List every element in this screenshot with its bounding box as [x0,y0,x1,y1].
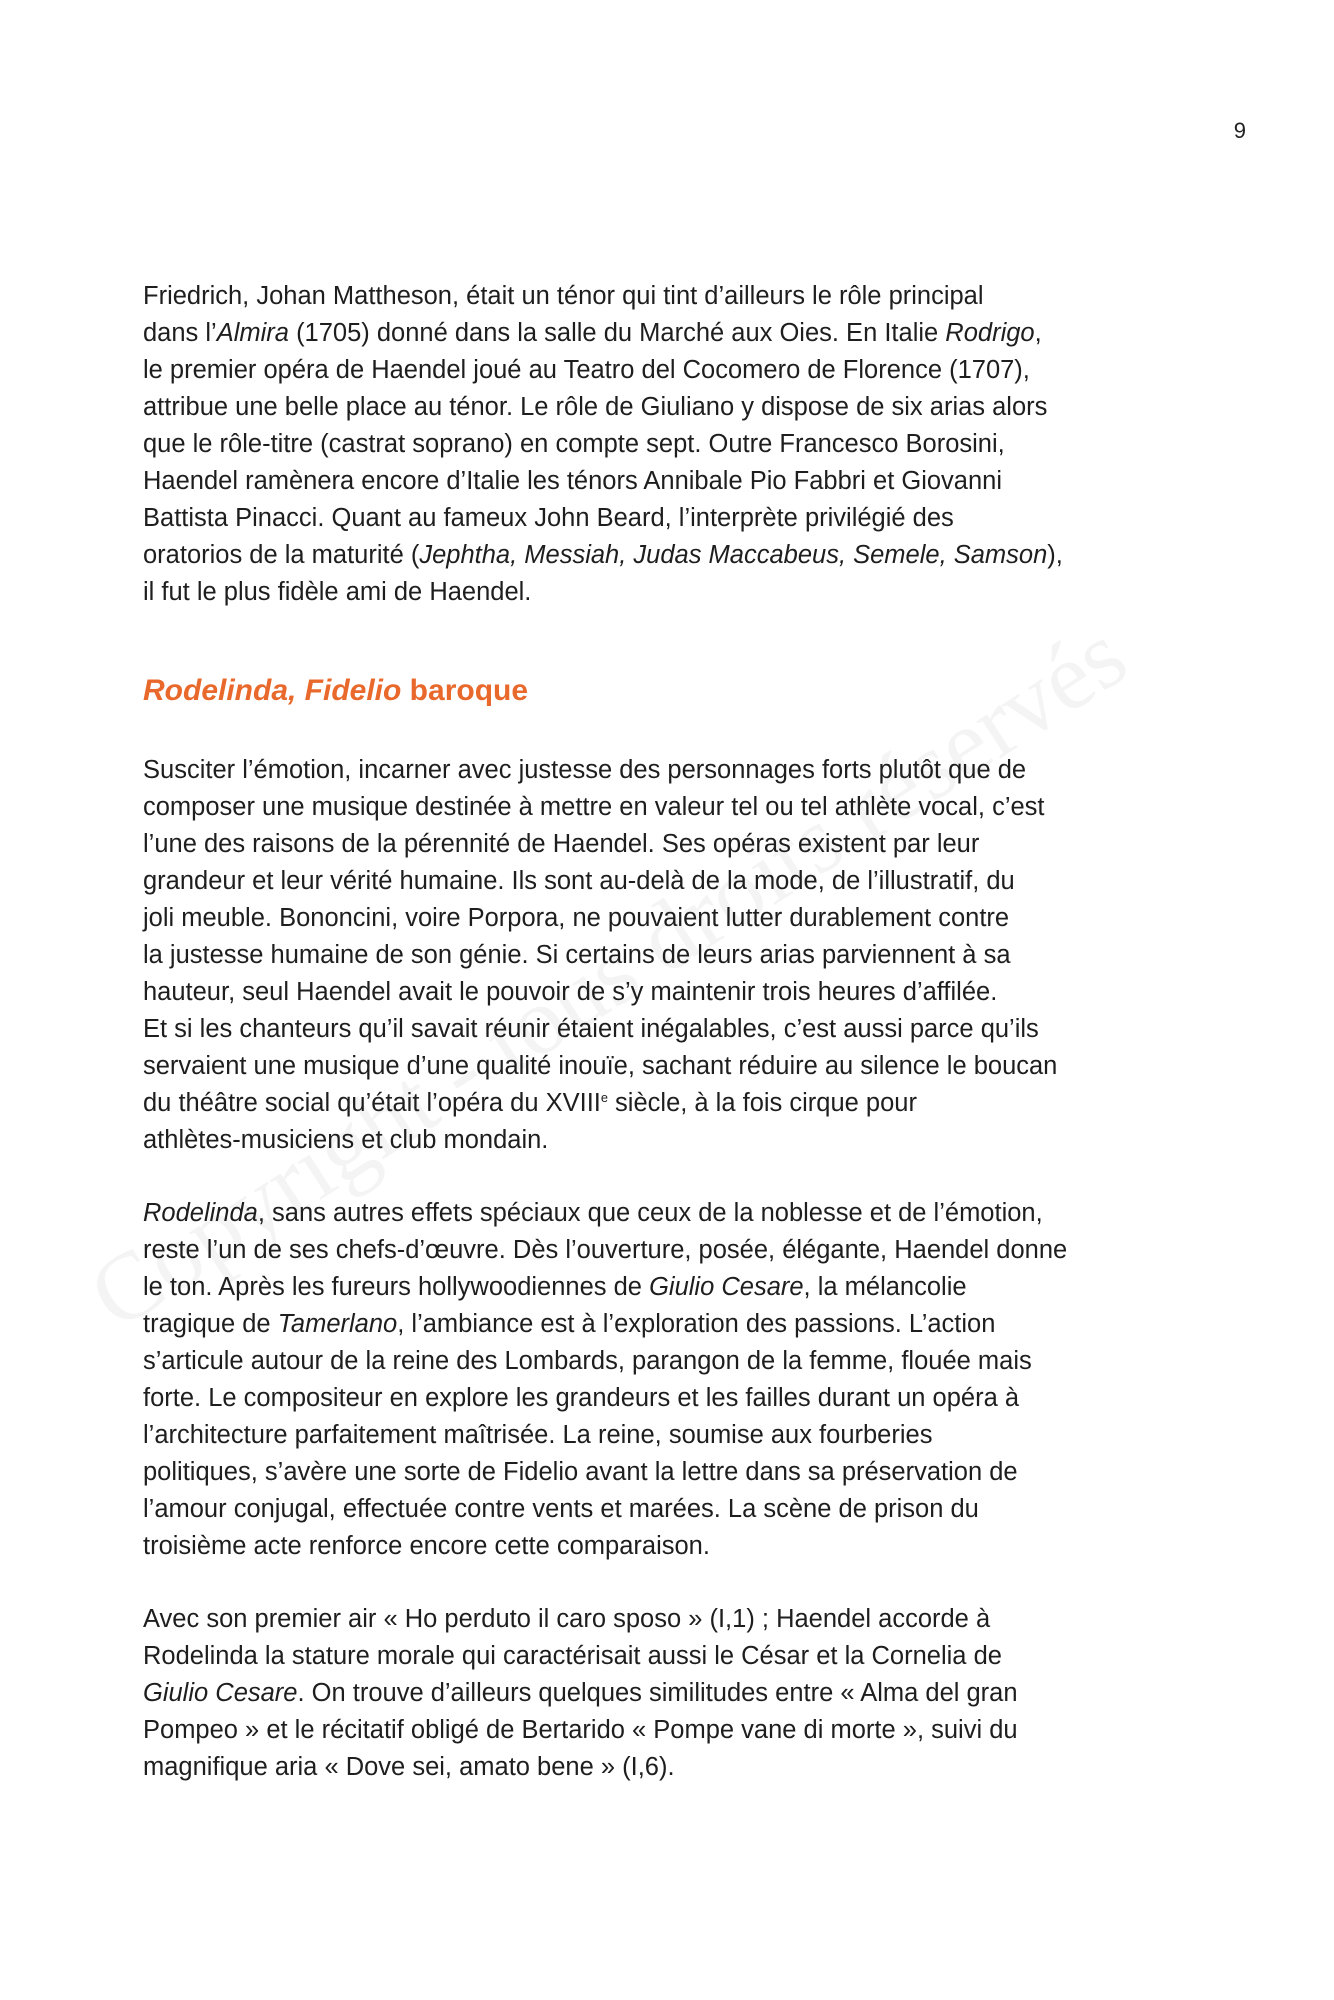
italic-text: Rodrigo [945,319,1035,347]
text-line: l’amour conjugal, effectuée contre vents et marées. La scène de prison du [143,1495,979,1523]
text-line: que le rôle-titre (castrat soprano) en compte sept. Outre Francesco Borosini, [143,430,1005,458]
paragraph [143,752,1223,1159]
text-line: Battista Pinacci. Quant au fameux John Beard, l’interprète privilégié des [143,504,954,532]
text-line: s’articule autour de la reine des Lombards, parangon de la femme, flouée mais [143,1347,1032,1375]
text-line: hauteur, seul Haendel avait le pouvoir de s’y maintenir trois heures d’affilée. [143,978,998,1006]
text-line: Rodelinda, sans autres effets spéciaux que ceux de la noblesse et de l’émotion, [143,1199,1043,1227]
text-line: le premier opéra de Haendel joué au Teatro del Cocomero de Florence (1707), [143,356,1030,384]
page-number: 9 [1233,118,1246,143]
text-line: attribue une belle place au ténor. Le rôle de Giuliano y dispose de six arias alors [143,393,1048,421]
text-line: Et si les chanteurs qu’il savait réunir étaient inégalables, c’est aussi parce qu’ils [143,1015,1039,1043]
superscript: e [600,1090,608,1106]
text-line: dans l’Almira (1705) donné dans la salle du Marché aux Oies. En Italie Rodrigo, [143,319,1042,347]
text-line: Pompeo » et le récitatif obligé de Bertarido « Pompe vane di morte », suivi du [143,1716,1018,1744]
text-line: du théâtre social qu’était l’opéra du XVIIIe siècle, à la fois cirque pour [143,1089,917,1117]
text-line: il fut le plus fidèle ami de Haendel. [143,578,532,606]
text-line: servaient une musique d’une qualité inouïe, sachant réduire au silence le boucan [143,1052,1058,1080]
text-line: Haendel ramènera encore d’Italie les ténors Annibale Pio Fabbri et Giovanni [143,467,1003,495]
italic-text: Jephtha, Messiah, Judas Maccabeus, Semele, Samson [419,541,1048,569]
paragraph [143,1601,1223,1786]
section-heading-regular: baroque [401,674,529,707]
section-heading [143,674,528,708]
text-line: oratorios de la maturité (Jephtha, Messiah, Judas Maccabeus, Semele, Samson), [143,541,1063,569]
text-line: joli meuble. Bononcini, voire Porpora, ne pouvaient lutter durablement contre [143,904,1010,932]
italic-text: Giulio Cesare [143,1679,298,1707]
text-line: composer une musique destinée à mettre en valeur tel ou tel athlète vocal, c’est [143,793,1045,821]
text-line: grandeur et leur vérité humaine. Ils sont au-delà de la mode, de l’illustratif, du [143,867,1015,895]
text-line: Rodelinda la stature morale qui caractérisait aussi le César et la Cornelia de [143,1642,1002,1670]
text-line: la justesse humaine de son génie. Si certains de leurs arias parviennent à sa [143,941,1011,969]
text-line: l’architecture parfaitement maîtrisée. La reine, soumise aux fourberies [143,1421,933,1449]
italic-text: Tamerlano [277,1310,398,1338]
text-line: troisième acte renforce encore cette comparaison. [143,1532,710,1560]
section-heading-italic: Rodelinda, Fidelio [143,674,402,707]
italic-text: Rodelinda [143,1199,258,1227]
text-line: Friedrich, Johan Mattheson, était un ténor qui tint d’ailleurs le rôle principal [143,282,984,310]
text-line: Giulio Cesare. On trouve d’ailleurs quelques similitudes entre « Alma del gran [143,1679,1018,1707]
text-line: Avec son premier air « Ho perduto il caro sposo » (I,1) ; Haendel accorde à [143,1605,991,1633]
paragraph [143,1195,1223,1565]
italic-text: Giulio Cesare [649,1273,804,1301]
text-line: l’une des raisons de la pérennité de Haendel. Ses opéras existent par leur [143,830,980,858]
paragraph [143,278,1223,611]
text-line: athlètes-musiciens et club mondain. [143,1126,549,1154]
text-line: tragique de Tamerlano, l’ambiance est à l’exploration des passions. L’action [143,1310,996,1338]
text-line: magnifique aria « Dove sei, amato bene » (I,6). [143,1753,675,1781]
text-line: reste l’un de ses chefs-d’œuvre. Dès l’ouverture, posée, élégante, Haendel donne [143,1236,1068,1264]
text-line: politiques, s’avère une sorte de Fidelio avant la lettre dans sa préservation de [143,1458,1018,1486]
text-line: le ton. Après les fureurs hollywoodiennes de Giulio Cesare, la mélancolie [143,1273,967,1301]
text-line: forte. Le compositeur en explore les grandeurs et les failles durant un opéra à [143,1384,1020,1412]
italic-text: Almira [216,319,289,347]
text-line: Susciter l’émotion, incarner avec justesse des personnages forts plutôt que de [143,756,1027,784]
